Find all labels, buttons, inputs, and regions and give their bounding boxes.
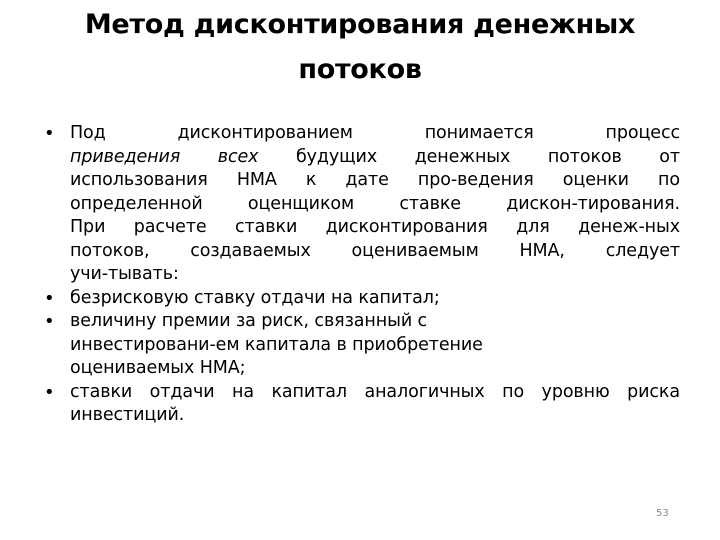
bullet-text-line <box>70 193 680 217</box>
text-segment: величину премии за риск, связанный с <box>70 311 428 331</box>
text-segment: потоков, создаваемых оцениваемым НМА, следует <box>70 240 680 261</box>
text-segment: Под дисконтированием понимается процесс <box>70 123 680 143</box>
text-segment: использования НМА к дате про-ведения оценки по <box>70 170 680 190</box>
bullet-dot-icon: • <box>44 287 55 309</box>
bullet-text-line <box>70 122 680 146</box>
bullet-text-line <box>70 334 483 358</box>
bullet-text-line <box>70 216 680 240</box>
bullet-text-line <box>70 263 179 287</box>
bullet-text-line <box>70 240 680 264</box>
title-line-2: потоков <box>298 54 422 85</box>
bullet-text-line <box>70 404 184 428</box>
text-segment: будущих денежных потоков от <box>258 146 680 167</box>
bullet-text-line <box>70 310 427 334</box>
text-segment: учи-тывать: <box>70 264 179 284</box>
text-segment: При расчете ставки дисконтирования для денеж-ных <box>70 217 680 237</box>
text-segment: ставки отдачи на капитал аналогичных по уровню риска <box>70 381 680 402</box>
text-segment: инвестиций. <box>70 405 185 425</box>
italic-text: приведения всех <box>70 146 259 167</box>
bullet-text-line <box>70 381 680 405</box>
bullet-text-line <box>70 146 680 170</box>
slide-number: 53 <box>656 508 669 519</box>
bullet-text-line <box>70 169 680 193</box>
text-segment: определенной оценщиком ставке дискон-тирования. <box>70 193 680 214</box>
title-line-1: Метод дисконтирования денежных <box>84 9 636 40</box>
text-segment: оцениваемых НМА; <box>70 358 246 378</box>
text-segment: инвестировани-ем капитала в приобретение <box>70 334 483 355</box>
bullet-text-line <box>70 287 440 311</box>
bullet-dot-icon: • <box>44 123 55 144</box>
bullet-dot-icon: • <box>44 381 55 403</box>
text-segment: безрисковую ставку отдачи на капитал; <box>70 287 440 308</box>
bullet-dot-icon: • <box>44 311 55 332</box>
slide-title <box>20 2 700 92</box>
bullet-text-line <box>70 357 245 381</box>
